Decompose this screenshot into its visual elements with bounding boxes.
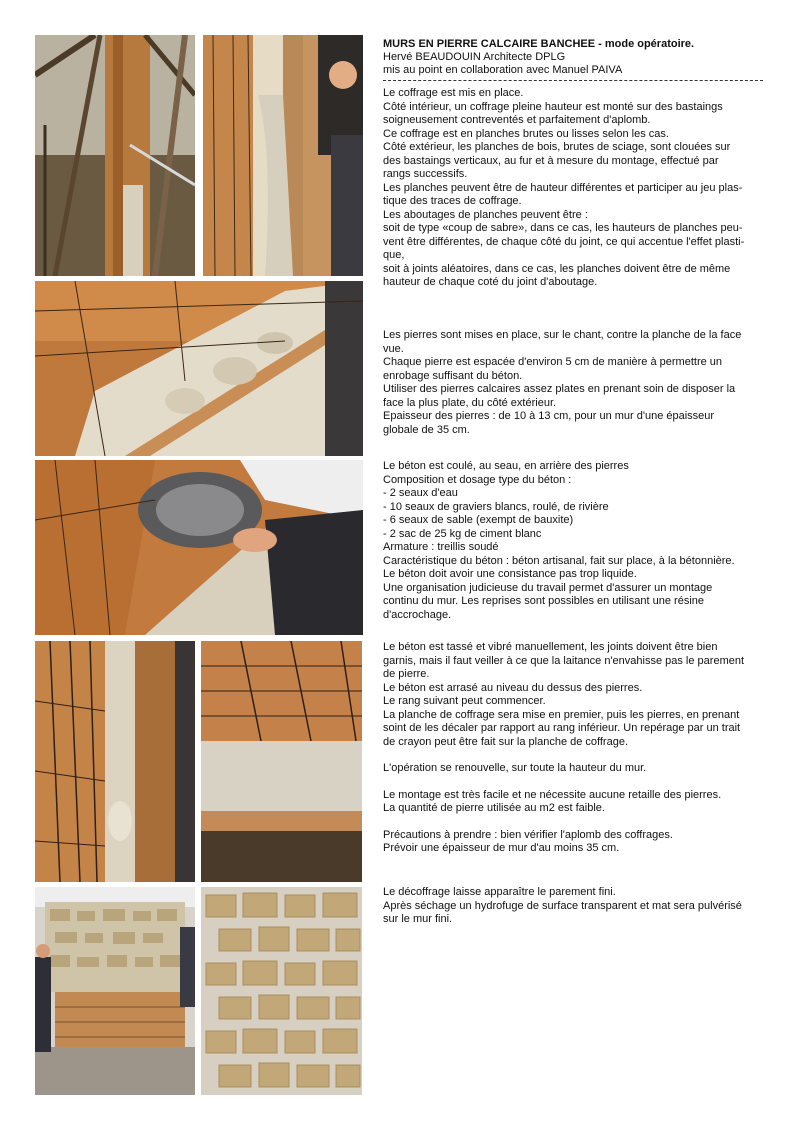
- section-stripping: [383, 886, 767, 927]
- text-line: Armature : treillis soudé: [383, 541, 499, 553]
- photo-finished-wall: [35, 887, 195, 1095]
- text-line: soit à joints aléatoires, dans ce cas, les planches doivent être de même: [383, 262, 731, 275]
- photo-worker-formwork: [203, 35, 363, 276]
- text-line: vent être différentes, de chaque côté du joint, ce qui accentue l'effet plasti-: [383, 235, 745, 248]
- text-line: Après séchage un hydrofuge de surface transparent et mat sera pulvérisé: [383, 899, 742, 912]
- text-line: Le décoffrage laisse apparaître le parement fini.: [383, 886, 616, 898]
- text-line: Côté intérieur, un coffrage pleine hauteur est monté sur des bastaings: [383, 100, 723, 113]
- document-header: [383, 38, 763, 81]
- text-line: Le béton doit avoir une consistance pas trop liquide.: [383, 568, 637, 580]
- text-line: Chaque pierre est espacée d'environ 5 cm de manière à permettre un: [383, 356, 723, 368]
- text-line: tique des traces de coffrage.: [383, 195, 522, 207]
- text-line: d'accrochage.: [383, 608, 452, 621]
- text-line: enrobage suffisant du béton.: [383, 369, 523, 382]
- text-line: Précautions à prendre : bien vérifier l'aplomb des coffrages.: [383, 828, 673, 841]
- text-line: Une organisation judicieuse du travail permet d'assurer un montage: [383, 581, 713, 594]
- text-line: Le montage est très facile et ne nécessite aucune retaille des pierres.: [383, 788, 722, 801]
- text-line: - 2 sac de 25 kg de ciment blanc: [383, 527, 542, 540]
- text-line: soit de type «coup de sabre», dans ce cas, les hauteurs de planches peu-: [383, 222, 743, 234]
- text-line: - 10 seaux de graviers blancs, roulé, de rivière: [383, 500, 609, 513]
- text-line: Le rang suivant peut commencer.: [383, 695, 546, 707]
- text-line: Utiliser des pierres calcaires assez plates en prenant soin de disposer la: [383, 383, 736, 395]
- text-line: La quantité de pierre utilisée au m2 est faible.: [383, 802, 605, 814]
- photo-stone-facing: [201, 887, 362, 1095]
- section-formwork: [383, 87, 767, 290]
- text-line: Epaisseur des pierres : de 10 à 13 cm, pour un mur d'une épaisseur: [383, 410, 715, 422]
- text-line: vue.: [383, 342, 404, 355]
- text-line: - 6 seaux de sable (exempt de bauxite): [383, 514, 574, 526]
- section-concrete: [383, 460, 767, 622]
- text-line: soigneusement contreventés et parfaitement d'aplomb.: [383, 114, 651, 126]
- text-line: face la plus plate, du côté extérieur.: [383, 396, 557, 409]
- text-line: des bastaings verticaux, au fur et à mesure du montage, effectué par: [383, 154, 719, 167]
- text-line: hauteur de chaque coté du joint d'aboutage.: [383, 276, 598, 288]
- text-line: - 2 seaux d'eau: [383, 487, 458, 499]
- collaboration-line: mis au point en collaboration avec Manuel PAIVA: [383, 64, 623, 76]
- text-line: Le béton est arrasé au niveau du dessus des pierres.: [383, 681, 643, 694]
- text-line: L'opération se renouvelle, sur toute la hauteur du mur.: [383, 762, 647, 774]
- text-line: garnis, mais il faut veiller à ce que la laitance n'envahisse pas le parement: [383, 654, 745, 667]
- text-line: Les pierres sont mises en place, sur le chant, contre la planche de la face: [383, 329, 742, 341]
- author-line: Hervé BEAUDOUIN Architecte DPLG: [383, 51, 566, 63]
- section-stones: [383, 329, 767, 437]
- text-line: Côté extérieur, les planches de bois, brutes de sciage, sont clouées sur: [383, 141, 731, 153]
- header-divider: [383, 80, 763, 81]
- photo-pouring-concrete: [35, 460, 363, 635]
- section-tamping: [383, 641, 767, 856]
- text-line: Prévoir une épaisseur de mur d'au moins 35 cm.: [383, 842, 620, 854]
- text-line: Composition et dosage type du béton :: [383, 473, 572, 486]
- text-line: Le béton est tassé et vibré manuellement, les joints doivent être bien: [383, 641, 718, 653]
- text-line: que,: [383, 249, 405, 261]
- text-line: de crayon peut être fait sur la planche de coffrage.: [383, 735, 629, 748]
- text-line: rangs successifs.: [383, 168, 468, 180]
- document-title: MURS EN PIERRE CALCAIRE BANCHEE - mode opératoire.: [383, 38, 695, 50]
- text-line: Caractéristique du béton : béton artisanal, fait sur place, à la bétonnière.: [383, 554, 735, 567]
- photo-formwork-topview: [201, 641, 362, 882]
- text-line: Ce coffrage est en planches brutes ou lisses selon les cas.: [383, 127, 669, 140]
- text-line: continu du mur. Les reprises sont possibles en utilisant une résine: [383, 595, 705, 607]
- text-line: Le coffrage est mis en place.: [383, 87, 524, 99]
- photo-stones-placed: [35, 281, 363, 456]
- photo-tall-formwork: [35, 641, 195, 882]
- text-line: Le béton est coulé, au seau, en arrière des pierres: [383, 460, 629, 472]
- text-line: sur le mur fini.: [383, 913, 453, 925]
- text-line: globale de 35 cm.: [383, 423, 470, 436]
- text-line: La planche de coffrage sera mise en premier, puis les pierres, en prenant: [383, 708, 740, 721]
- text-line: soint de les décaler par rapport au rang inférieur. Un repérage par un trait: [383, 722, 741, 734]
- text-line: Les planches peuvent être de hauteur différentes et participer au jeu plas-: [383, 181, 743, 194]
- text-line: de pierre.: [383, 668, 430, 680]
- text-line: Les aboutages de planches peuvent être :: [383, 208, 588, 221]
- photo-formwork-poles: [35, 35, 195, 276]
